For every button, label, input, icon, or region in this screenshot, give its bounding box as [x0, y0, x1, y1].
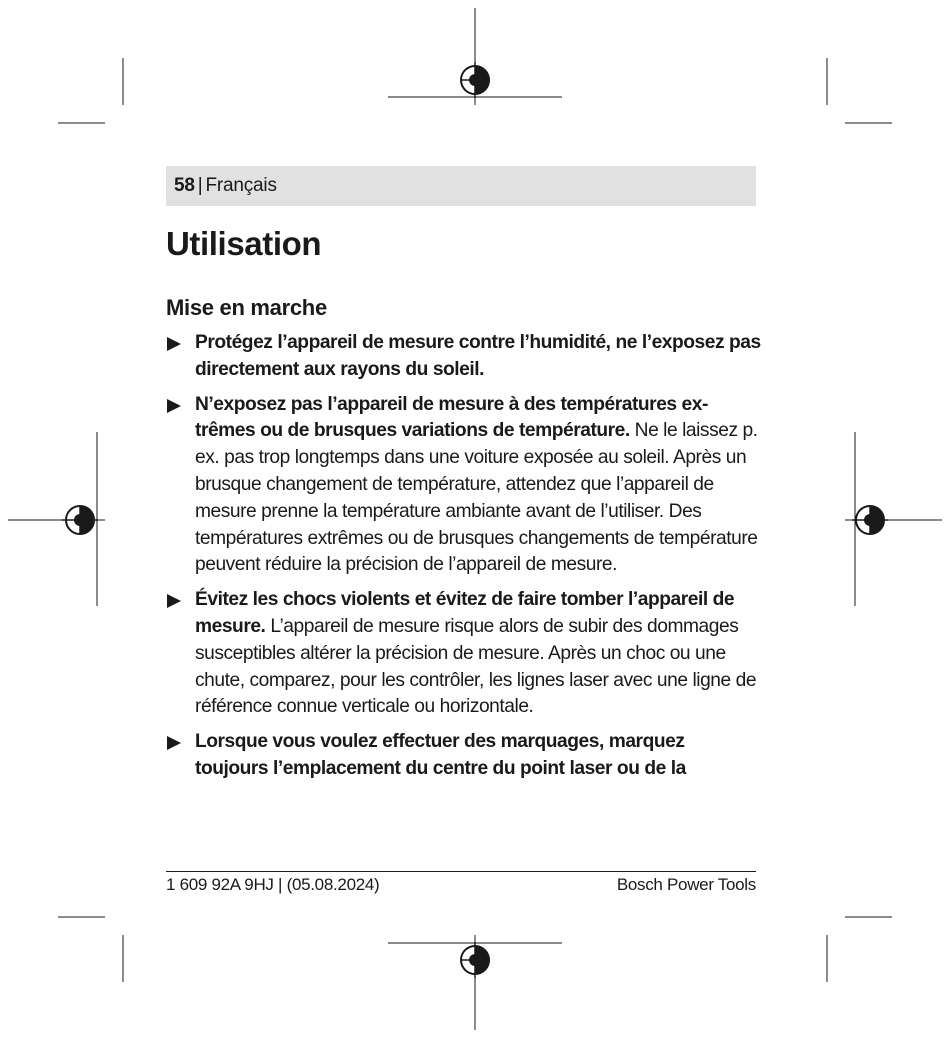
registration-target-left	[62, 506, 98, 534]
registration-target-bottom	[461, 942, 489, 978]
list-item	[166, 587, 762, 721]
triangle-bullet-icon	[167, 736, 181, 750]
item-body-text: Ne le laissez p. ex. pas trop longtemps dans une voiture exposée au soleil. Après un brusque changement de température, attendez que l’appareil de mesure prenne la température ambiante avant de l’utiliser. Des températures extrêmes ou de brusques changements de température peuvent réduire la précision de l’appareil de mesure.	[195, 420, 758, 576]
list-item	[166, 330, 762, 384]
footer-brand: Bosch Power Tools	[616, 875, 756, 894]
item-bold-text: Lorsque vous voulez effectuer des marquages, marquez toujours l’emplacement du centre du point laser ou de la	[195, 731, 686, 779]
page-footer	[166, 871, 756, 895]
subsection-title: Mise en marche	[166, 295, 327, 320]
triangle-bullet-icon	[167, 594, 181, 608]
page-header	[166, 166, 756, 206]
header-separator: |	[197, 175, 203, 196]
triangle-bullet-icon	[167, 399, 181, 413]
item-bold-text: Protégez l’appareil de mesure contre l’humidité, ne l’exposez pas directement aux rayons du soleil.	[195, 332, 761, 380]
page-number: 58	[174, 175, 195, 196]
list-item	[166, 729, 762, 783]
header-language: Français	[205, 175, 277, 196]
triangle-bullet-icon	[167, 337, 181, 351]
section-title: Utilisation	[166, 225, 322, 262]
item-bold-text: Évitez les chocs violents et évitez de faire tomber l’appareil de mesure.	[195, 589, 735, 637]
list-item	[166, 392, 762, 580]
registration-target-right	[852, 506, 888, 534]
footer-document-id: 1 609 92A 9HJ | (05.08.2024)	[166, 875, 380, 894]
item-bold-text: N’exposez pas l’appareil de mesure à des températures extrêmes ou de brusques variations de température.	[195, 393, 709, 442]
instruction-list	[166, 330, 762, 791]
item-body-text: L’appareil de mesure risque alors de subir des dommages susceptibles altérer la précision de mesure. Après un choc ou une chute, comparez, pour les contrôler, les lignes laser avec une ligne de référence connue verticale ou horizontale.	[195, 615, 757, 718]
registration-target-top	[461, 62, 489, 98]
